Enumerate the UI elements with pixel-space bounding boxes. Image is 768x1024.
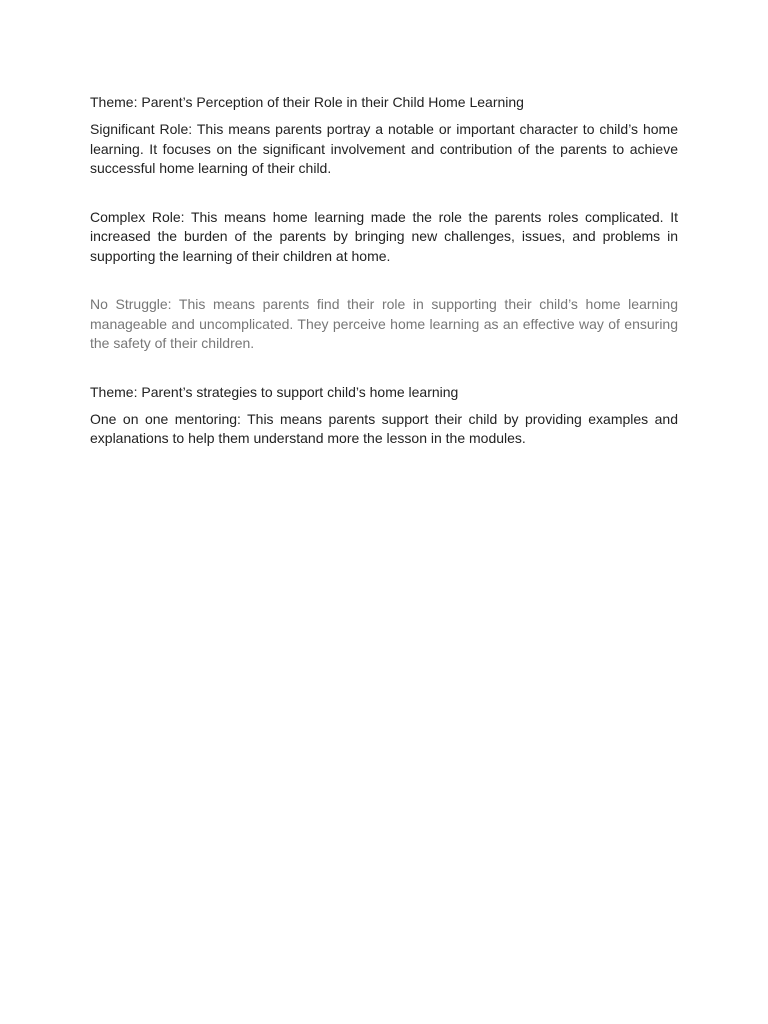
spacer [90,179,678,208]
document-page [90,92,678,449]
significant-role-paragraph: Significant Role: This means parents portray a notable or important character to child’s home learning. It focuses on the significant involvement and contribution of the parents to achieve successful home learning of their child. [90,121,678,176]
complex-role-paragraph: Complex Role: This means home learning made the role the parents roles complicated. It increased the burden of the parents by bringing new challenges, issues, and problems in supporting the learning of their children at home. [90,208,678,264]
theme-heading-role: Theme: Parent’s Perception of their Role in their Child Home Learning [90,94,524,110]
no-struggle-paragraph: No Struggle: This means parents find their role in supporting their child’s home learning manageable and uncomplicated. They perceive home learning as an effective way of ensuring the safety of their children. [90,296,678,351]
theme-heading-strategies: Theme: Parent’s strategies to support child’s home learning [90,383,459,400]
one-on-one-mentoring-paragraph: One on one mentoring: This means parents support their child by providing examples and explanations to help them understand more the lesson in the modules. [90,410,678,446]
spacer [90,354,678,382]
spacer [90,266,678,295]
